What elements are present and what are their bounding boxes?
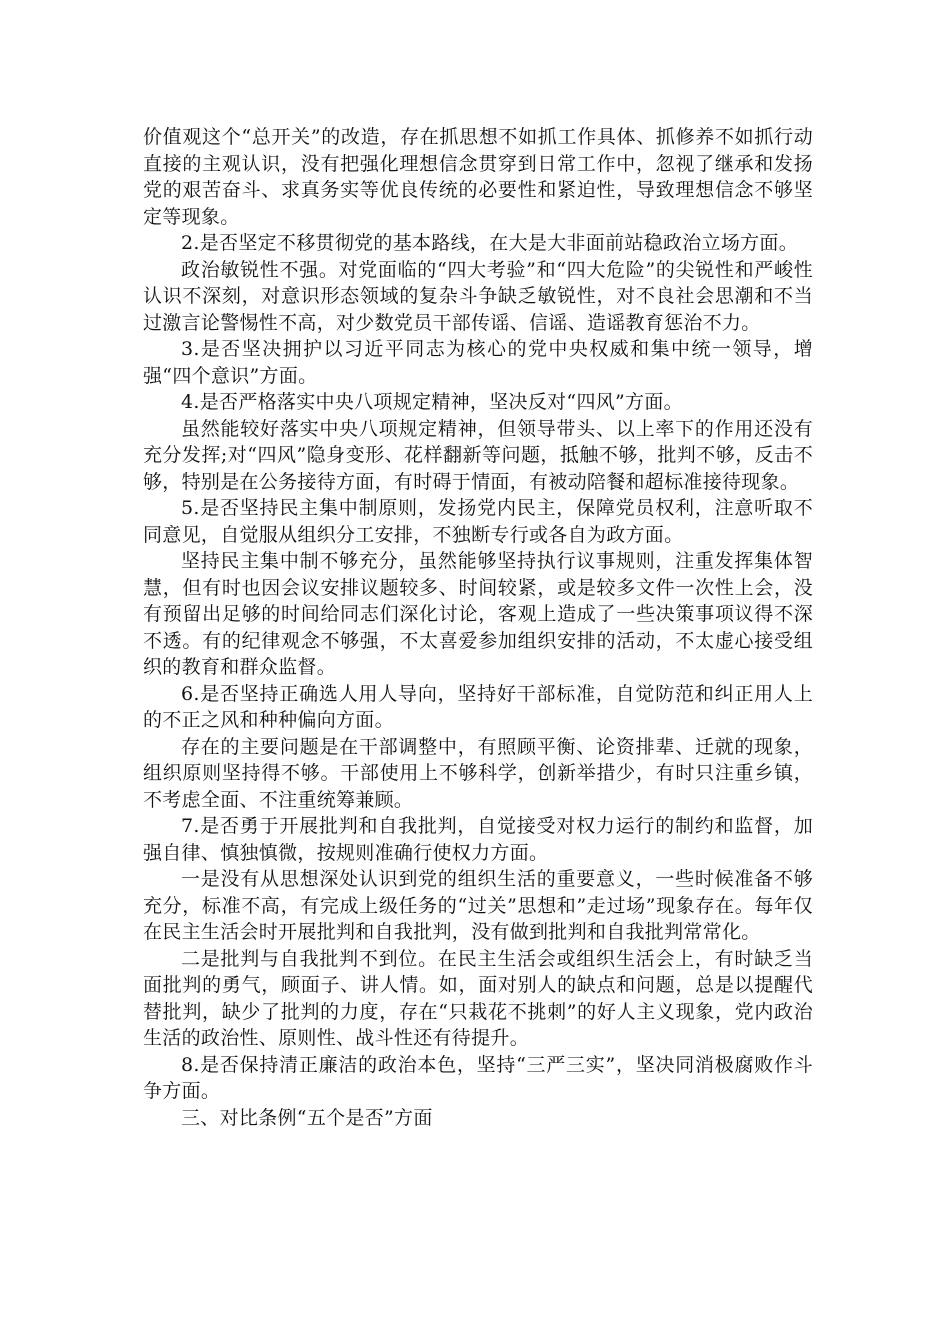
paragraph: 坚持民主集中制不够充分，虽然能够坚持执行议事规则，注重发挥集体智慧，但有时也因会议安排议题较多、时间较紧，或是较多文件一次性上会，没有预留出足够的时间给同志们深化讨论，客观上造成了一些决策事项议得不深不透。有的纪律观念不够强，不太喜爱参加组织安排的活动，不太虚心接受组织的教育和群众监督。 — [143, 550, 813, 678]
paragraph: 一是没有从思想深处认识到党的组织生活的重要意义，一些时候准备不够充分，标准不高，有完成上级任务的“过关”思想和”走过场”现象存在。每年仅在民主生活会时开展批判和自我批判，没有做到批判和自我批判常常化。 — [143, 868, 813, 943]
section-heading: 三、对比条例“五个是否”方面 — [181, 1106, 433, 1129]
paragraph: 4.是否严格落实中央八项规定精神，坚决反对“四风”方面。 — [181, 391, 683, 413]
paragraph: 8.是否保持清正廉洁的政治本色，坚持“三严三实”，坚决同消极腐败作斗争方面。 — [143, 1053, 813, 1102]
paragraph: 二是批判与自我批判不到位。在民主生活会或组织生活会上，有时缺乏当面批判的勇气，顾面子、讲人情。如，面对别人的缺点和问题，总是以提醒代替批判，缺少了批判的力度，存在“只栽花不挑刺”的好人主义现象，党内政治生活的政治性、原则性、战斗性还有待提升。 — [143, 947, 813, 1049]
document-body — [143, 124, 813, 1131]
paragraph: 价值观这个“总开关”的改造，存在抓思想不如抓工作具体、抓修养不如抓行动直接的主观认识，没有把强化理想信念贯穿到日常工作中，忽视了继承和发扬党的艰苦奋斗、求真务实等优良传统的必要性和紧迫性，导致理想信念不够坚定等现象。 — [143, 126, 813, 228]
paragraph: 6.是否坚持正确选人用人导向，坚持好干部标准，自觉防范和纠正用人上的不正之风和种种偏向方面。 — [143, 682, 813, 731]
paragraph: 政治敏锐性不强。对党面临的“四大考验”和“四大危险”的尖锐性和严峻性认识不深刻，对意识形态领域的复杂斗争缺乏敏锐性，对不良社会思潮和不当过激言论警惕性不高，对少数党员干部传谣、信谣、造谣教育惩治不力。 — [143, 258, 813, 334]
paragraph: 3.是否坚决拥护以习近平同志为核心的党中央权威和集中统一领导，增强“四个意识”方面。 — [143, 338, 813, 387]
paragraph: 2.是否坚定不移贯彻党的基本路线，在大是大非面前站稳政治立场方面。 — [181, 232, 799, 254]
paragraph: 5.是否坚持民主集中制原则，发扬党内民主，保障党员权利，注意听取不同意见，自觉服从组织分工安排，不独断专行或各自为政方面。 — [143, 497, 813, 546]
paragraph: 存在的主要问题是在干部调整中，有照顾平衡、论资排辈、迁就的现象，组织原则坚持得不够。干部使用上不够科学，创新举措少，有时只注重乡镇，不考虑全面、不注重统筹兼顾。 — [143, 735, 813, 811]
paragraph: 7.是否勇于开展批判和自我批判，自觉接受对权力运行的制约和监督，加强自律、慎独慎微，按规则准确行使权力方面。 — [143, 815, 813, 864]
paragraph: 虽然能较好落实中央八项规定精神，但领导带头、以上率下的作用还没有充分发挥;对“四风”隐身变形、花样翻新等问题，抵触不够，批判不够，反击不够，特别是在公务接待方面，有时碍于情面，有被动陪餐和超标准接待现象。 — [143, 417, 813, 493]
